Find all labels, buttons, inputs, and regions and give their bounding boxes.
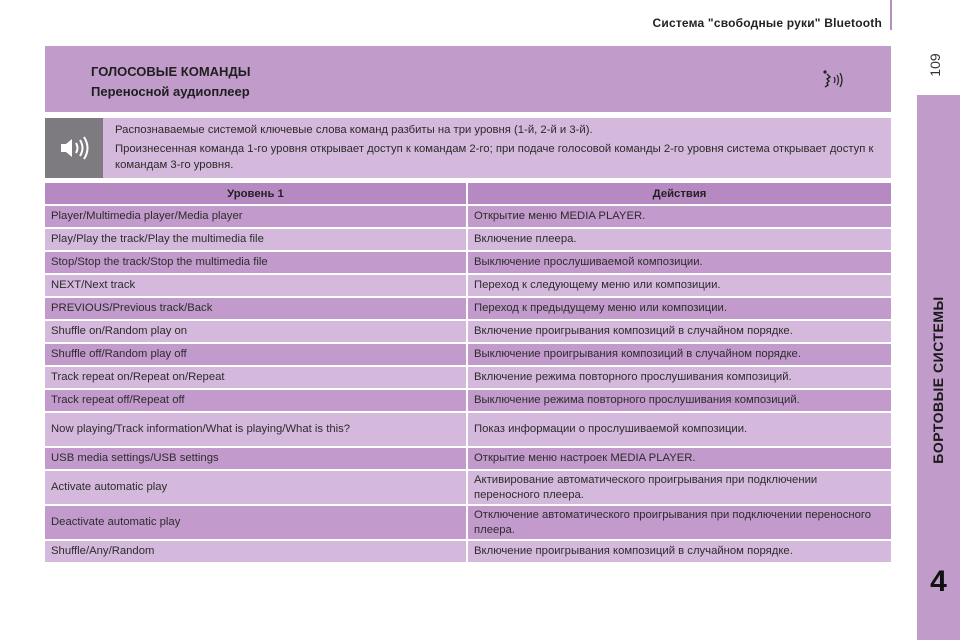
info-note [45,118,891,178]
action-cell: Открытие меню настроек MEDIA PLAYER. [468,448,891,471]
table-header-row [45,183,891,206]
speaker-sound-icon [45,118,103,178]
table-row [45,471,891,506]
action-cell: Включение режима повторного прослушивания композиций. [468,367,891,390]
table-row [45,229,891,252]
command-cell: Play/Play the track/Play the multimedia file [45,229,468,252]
voice-command-icon [819,68,847,92]
table-row [45,506,891,541]
table-row [45,541,891,564]
action-cell: Выключение режима повторного прослушивания композиций. [468,390,891,413]
table-row [45,390,891,413]
table-row [45,367,891,390]
command-cell: Player/Multimedia player/Media player [45,206,468,229]
page-number: 109 [927,53,943,77]
action-cell: Выключение проигрывания композиций в случайном порядке. [468,344,891,367]
column-header-actions: Действия [468,183,891,206]
table-row [45,252,891,275]
action-cell: Включение плеера. [468,229,891,252]
table-row [45,298,891,321]
command-cell: PREVIOUS/Previous track/Back [45,298,468,321]
section-title-box [45,46,891,112]
command-cell: Now playing/Track information/What is playing/What is this? [45,413,468,448]
section-heading: ГОЛОСОВЫЕ КОМАНДЫ [91,64,251,79]
action-cell: Отключение автоматического проигрывания при подключении переносного плеера. [468,506,891,541]
command-cell: Activate automatic play [45,471,468,506]
command-cell: NEXT/Next track [45,275,468,298]
section-subheading: Переносной аудиоплеер [91,84,250,99]
table-row [45,275,891,298]
action-cell: Показ информации о прослушиваемой композиции. [468,413,891,448]
command-cell: USB media settings/USB settings [45,448,468,471]
chapter-number: 4 [930,565,947,598]
header-divider [890,0,892,30]
action-cell: Переход к предыдущему меню или композиции. [468,298,891,321]
command-cell: Track repeat off/Repeat off [45,390,468,413]
command-cell: Stop/Stop the track/Stop the multimedia file [45,252,468,275]
voice-commands-table [45,183,891,564]
action-cell: Переход к следующему меню или композиции. [468,275,891,298]
action-cell: Включение проигрывания композиций в случайном порядке. [468,321,891,344]
action-cell: Выключение прослушиваемой композиции. [468,252,891,275]
command-cell: Deactivate automatic play [45,506,468,541]
command-cell: Shuffle off/Random play off [45,344,468,367]
table-row [45,448,891,471]
info-paragraph-1: Распознаваемые системой ключевые слова команд разбиты на три уровня (1-й, 2-й и 3-й). [115,124,593,136]
info-paragraph-2: Произнесенная команда 1-го уровня открывает доступ к командам 2-го; при подаче голосовой команды 2-го уровня система открывает доступ к командам 3-го уровня. [115,143,874,171]
table-row [45,344,891,367]
info-text [115,122,885,176]
running-header: Система "свободные руки" Bluetooth [652,16,882,30]
command-cell: Shuffle on/Random play on [45,321,468,344]
action-cell: Включение проигрывания композиций в случайном порядке. [468,541,891,564]
command-cell: Track repeat on/Repeat on/Repeat [45,367,468,390]
action-cell: Открытие меню MEDIA PLAYER. [468,206,891,229]
column-header-level: Уровень 1 [45,183,468,206]
table-row [45,413,891,448]
table-row [45,206,891,229]
action-cell: Активирование автоматического проигрывания при подключении переносного плеера. [468,471,891,506]
section-label: БОРТОВЫЕ СИСТЕМЫ [930,296,946,464]
table-row [45,321,891,344]
command-cell: Shuffle/Any/Random [45,541,468,564]
